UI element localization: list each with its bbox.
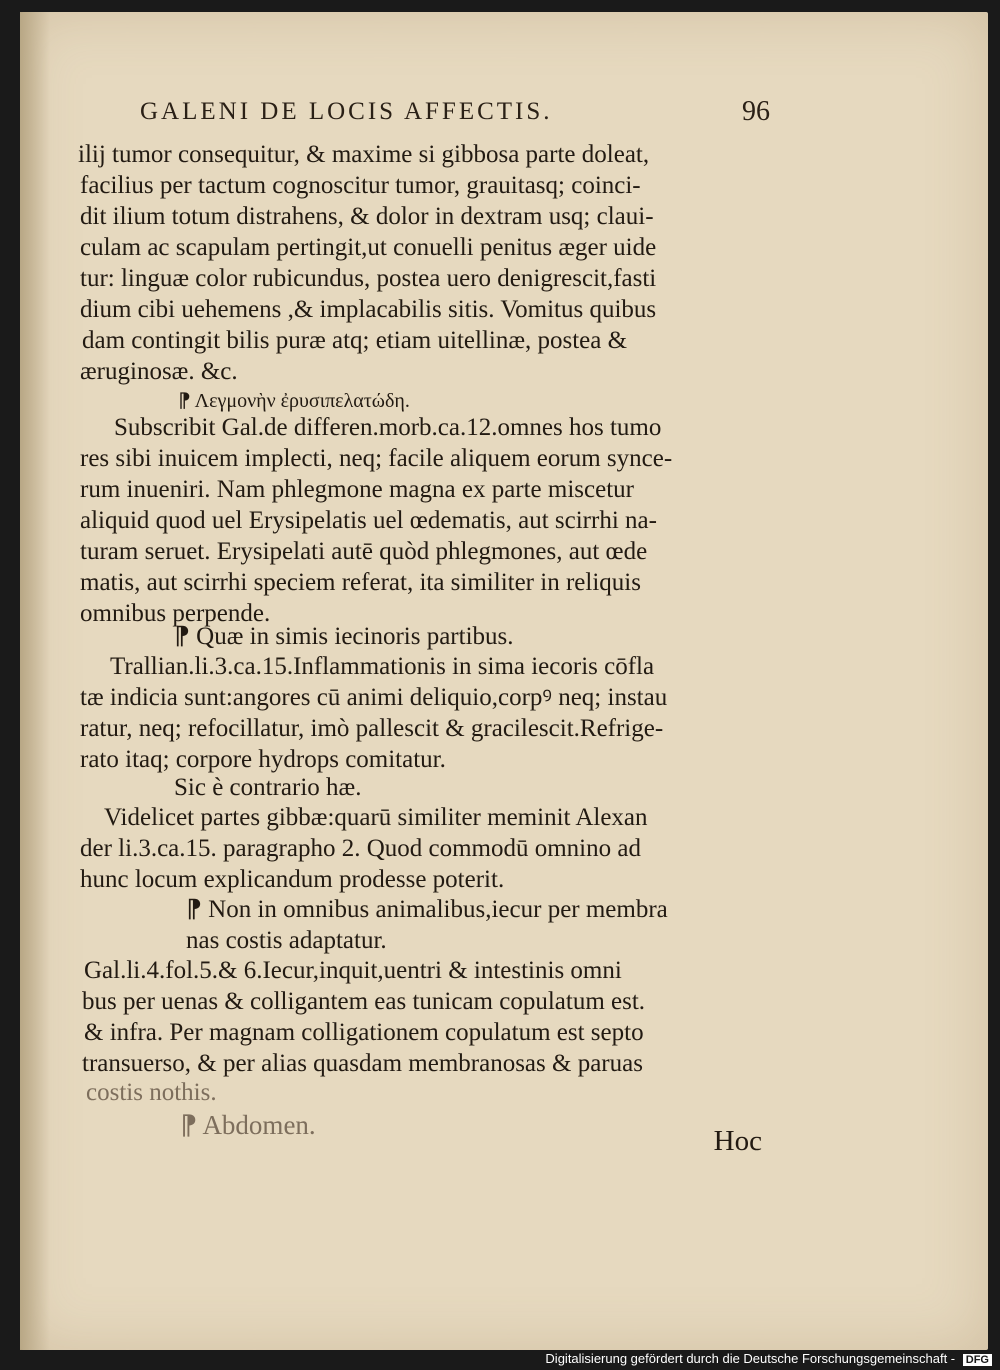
text-line: res sibi inuicem implecti, neq; facile aliquem eorum synce-	[80, 445, 673, 472]
text-line: ilij tumor consequitur, & maxime si gibbosa parte doleat,	[78, 141, 650, 168]
text-line: aliquid quod uel Erysipelatis uel œdematis, aut scirrhi na-	[80, 507, 657, 534]
text-line: ratur, neq; refocillatur, imò pallescit & gracilescit.Refrige-	[80, 715, 664, 742]
catchword: Hoc	[713, 1125, 762, 1157]
text-line: transuerso, & per alias quasdam membranosas & paruas	[82, 1050, 643, 1077]
page-header	[140, 98, 770, 132]
text-line: æruginosæ. &c.	[80, 358, 238, 385]
text-line: matis, aut scirrhi speciem referat, ita similiter in reliquis	[80, 569, 641, 596]
lemma-heading: ⁋ Abdomen.	[180, 1110, 316, 1140]
text-line: Gal.li.4.fol.5.& 6.Iecur,inquit,uentri & intestinis omni	[84, 957, 622, 984]
page-number: 96	[742, 96, 770, 127]
text-line: costis nothis.	[86, 1079, 217, 1106]
dfg-logo: DFG	[963, 1354, 992, 1366]
lemma-heading: ⁋ Non in omnibus animalibus,iecur per membra	[186, 896, 668, 923]
text-line: omnibus perpende.	[80, 600, 271, 627]
text-line: Videlicet partes gibbæ:quarū similiter meminit Alexan	[104, 804, 648, 831]
text-line: rato itaq; corpore hydrops comitatur.	[80, 746, 446, 773]
text-line: facilius per tactum cognoscitur tumor, grauitasq; coinci-	[80, 172, 641, 199]
text-line: bus per uenas & colligantem eas tunicam copulatum est.	[82, 988, 646, 1015]
page-gutter-shadow	[20, 12, 50, 1350]
text-line: Trallian.li.3.ca.15.Inflammationis in sima iecoris cōfla	[110, 653, 655, 680]
greek-lemma: ⁋ Λεγμονὴν ἐρυσιπελατώδη.	[178, 390, 410, 412]
running-title: GALENI DE LOCIS AFFECTIS.	[140, 98, 553, 125]
lemma-heading: Sic è contrario hæ.	[174, 774, 362, 801]
text-line: culam ac scapulam pertingit,ut conuelli penitus æger uide	[80, 234, 657, 261]
text-line: Subscribit Gal.de differen.morb.ca.12.omnes hos tumo	[114, 414, 662, 441]
text-line: tæ indicia sunt:angores cū animi deliquio,corpꝰ neq; instau	[80, 684, 668, 711]
text-line: hunc locum explicandum prodesse poterit.	[80, 866, 505, 893]
lemma-heading: nas costis adaptatur.	[186, 927, 387, 954]
text-line: der li.3.ca.15. paragrapho 2. Quod commodū omnino ad	[80, 835, 641, 862]
text-line: tur: linguæ color rubicundus, postea uero denigrescit,fasti	[80, 265, 657, 292]
text-line: rum inueniri. Nam phlegmone magna ex parte miscetur	[80, 476, 634, 503]
digitization-footer	[545, 1351, 992, 1366]
text-line: turam seruet. Erysipelati autē quòd phlegmones, aut œde	[80, 538, 648, 565]
text-line: & infra. Per magnam colligationem copulatum est septo	[84, 1019, 644, 1046]
text-line: dam contingit bilis puræ atq; etiam uitellinæ, postea &	[82, 327, 628, 354]
text-line: dit ilium totum distrahens, & dolor in dextram usq; claui-	[80, 203, 654, 230]
lemma-heading: ⁋ Quæ in simis iecinoris partibus.	[174, 623, 514, 650]
footer-text: Digitalisierung gefördert durch die Deutsche Forschungsgemeinschaft -	[545, 1351, 956, 1366]
text-line: dium cibi uehemens ,& implacabilis sitis. Vomitus quibus	[80, 296, 657, 323]
